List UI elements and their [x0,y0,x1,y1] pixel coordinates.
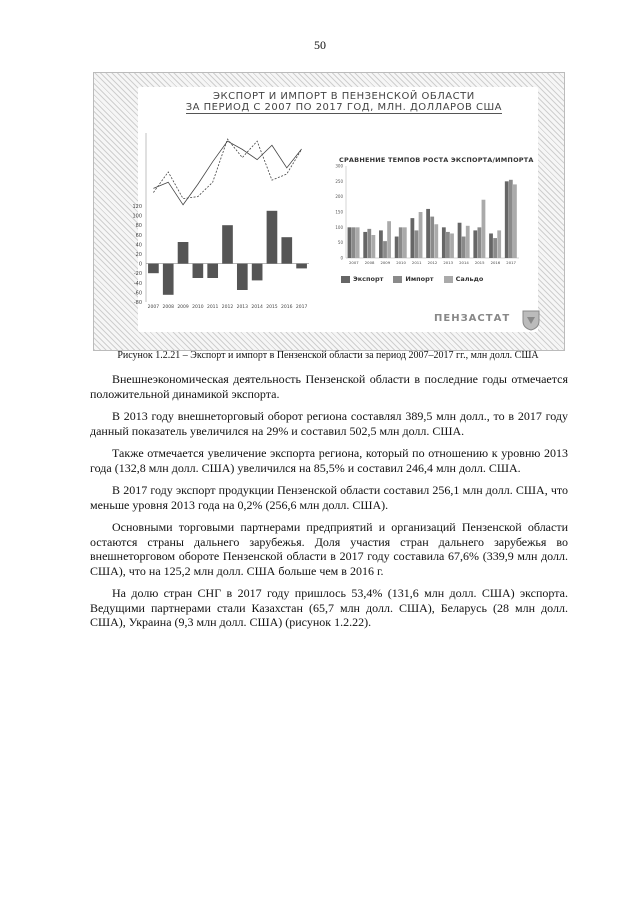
legend-label-export: Экспорт [353,275,384,283]
growth-bar [419,212,423,258]
legend-item-import [393,275,433,283]
x-tick-label: 2009 [177,305,189,310]
x-tick-label: 2014 [251,305,263,310]
growth-bar [450,233,454,258]
x-tick-label: 2011 [206,305,219,310]
x-tick-label: 2007 [349,260,359,265]
y-tick-label: 300 [335,163,343,169]
legend-item-export [341,275,383,283]
growth-bar [497,230,501,258]
growth-bar [477,227,481,258]
balance-bar [207,264,218,278]
balance-bar [222,225,233,263]
figure-title-line1: ЭКСПОРТ И ИМПОРТ В ПЕНЗЕНСКОЙ ОБЛАСТИ [213,91,475,102]
y-tick-label: 20 [135,252,142,258]
growth-bar [442,227,446,258]
page-number: 50 [314,38,326,52]
small-chart-title: СРАВНЕНИЕ ТЕМПОВ РОСТА ЭКСПОРТА/ИМПОРТА [339,156,534,164]
y-tick-label: 80 [135,223,142,230]
figure-title [186,91,502,114]
x-tick-label: 2016 [490,260,501,265]
growth-bar [513,184,517,258]
legend-label-saldo: Сальдо [455,275,484,283]
y-tick-label: -40 [133,280,142,287]
growth-bar [446,232,450,258]
y-tick-label: -20 [133,271,142,278]
paragraph: Также отмечается увеличение экспорта региона, который по отношению к уровню 2013 года (132,8 млн долл. США) увеличился на 85,5% и составил 246,4 млн долл. США. [90,446,568,475]
legend-swatch-saldo [444,276,453,283]
x-tick-label: 2012 [427,260,438,265]
x-tick-label: 2009 [380,260,391,265]
x-tick-label: 2007 [147,305,160,310]
x-tick-label: 2010 [192,305,204,310]
balance-bar [237,264,248,290]
y-tick-label: 120 [132,204,142,210]
growth-bar [379,230,383,258]
growth-bar [505,181,509,258]
y-tick-label: 0 [138,261,142,268]
legend-swatch-import [393,276,402,283]
x-tick-label: 2010 [396,260,406,265]
growth-bar [489,233,493,258]
body-text [90,372,568,638]
growth-bar [356,227,360,258]
growth-bar [466,226,470,258]
x-tick-label: 2012 [221,305,234,310]
growth-bar [395,237,399,258]
balance-bar [148,264,159,274]
logo-text: ПЕНЗАСТАТ [434,313,511,324]
growth-bar [410,218,414,258]
x-tick-label: 2014 [459,260,469,265]
growth-bar [399,227,403,258]
x-tick-label: 2008 [162,305,174,310]
left-chart [132,133,309,310]
series-line [153,139,301,199]
y-tick-label: 100 [335,224,343,230]
paragraph: В 2013 году внешнеторговый оборот региона составлял 389,5 млн долл., то в 2017 году данный показатель увеличился на 29% и составил 502,5 млн долл. США. [90,409,568,438]
balance-bar [281,237,292,263]
growth-bar [352,227,356,258]
y-tick-label: 250 [335,178,343,184]
paragraph: В 2017 году экспорт продукции Пензенской области составил 256,1 млн долл. США, что меньше уровня 2013 года на 0,2% (256,6 млн долл. США). [90,483,568,512]
y-tick-label: 200 [335,194,343,200]
x-tick-label: 2015 [474,260,485,265]
coat-of-arms-icon [522,309,540,331]
growth-bar [371,235,375,258]
balance-bar [178,242,189,264]
paragraph: Внешнеэкономическая деятельность Пензенской области в последние годы отмечается положительной динамикой экспорта. [90,372,568,401]
x-tick-label: 2013 [236,305,249,310]
x-tick-label: 2013 [443,260,454,265]
chart-legend [341,275,483,283]
balance-bar [193,264,204,278]
y-tick-label: 150 [335,209,343,215]
figure-caption: Рисунок 1.2.21 – Экспорт и импорт в Пензенской области за период 2007–2017 гг., млн долл. США [117,350,539,361]
growth-bar [367,229,371,258]
right-chart [335,164,519,266]
y-tick-label: -80 [133,300,142,306]
growth-bar [383,241,387,258]
growth-bar [426,209,430,258]
balance-bar [267,211,278,264]
legend-item-saldo [444,275,484,283]
y-tick-label: 0 [340,255,343,261]
growth-bar [458,223,462,258]
x-tick-label: 2015 [266,305,278,310]
balance-bar [163,264,174,295]
figure-frame [93,72,565,351]
figure-title-line2: ЗА ПЕРИОД С 2007 ПО 2017 ГОД, МЛН. ДОЛЛАРОВ США [185,102,502,113]
y-tick-label: 40 [135,242,142,249]
growth-bar [348,227,352,258]
x-tick-label: 2016 [281,305,293,310]
growth-bar [363,232,367,258]
growth-bar [473,230,477,258]
series-line [153,141,301,205]
legend-label-import: Импорт [405,275,434,283]
y-tick-label: 60 [135,232,142,239]
growth-bar [430,217,434,258]
paragraph: На долю стран СНГ в 2017 году пришлось 53,4% (131,6 млн долл. США) экспорта. Ведущими партнерами стали Казахстан (65,7 млн долл. США), Беларусь (28 млн долл. США), Украина (9,3 млн долл. США) (рисунок 1.2.22). [90,586,568,629]
balance-bar [296,264,307,269]
growth-bar [482,200,486,258]
growth-bar [434,224,438,258]
x-tick-label: 2017 [506,260,516,265]
growth-bar [493,238,497,258]
growth-bar [462,237,466,258]
y-tick-label: 50 [337,240,343,246]
growth-bar [387,221,391,258]
x-tick-label: 2008 [364,260,375,265]
figure-charts [94,73,564,350]
growth-bar [415,230,419,258]
x-tick-label: 2011 [411,260,422,265]
y-tick-label: 100 [132,213,142,220]
balance-bar [252,264,263,281]
growth-bar [403,227,407,258]
growth-bar [509,180,513,258]
y-tick-label: -60 [133,290,142,297]
legend-swatch-export [341,276,350,283]
x-tick-label: 2017 [295,305,308,310]
paragraph: Основными торговыми партнерами предприятий и организаций Пензенской области остаются страны дальнего зарубежья. Доля участия стран дальнего зарубежья во внешнеторговом обороте Пензенской области в 2017 году составила 67,6% (339,9 млн долл. США), что на 125,2 млн долл. США больше чем в 2016 г. [90,520,568,578]
